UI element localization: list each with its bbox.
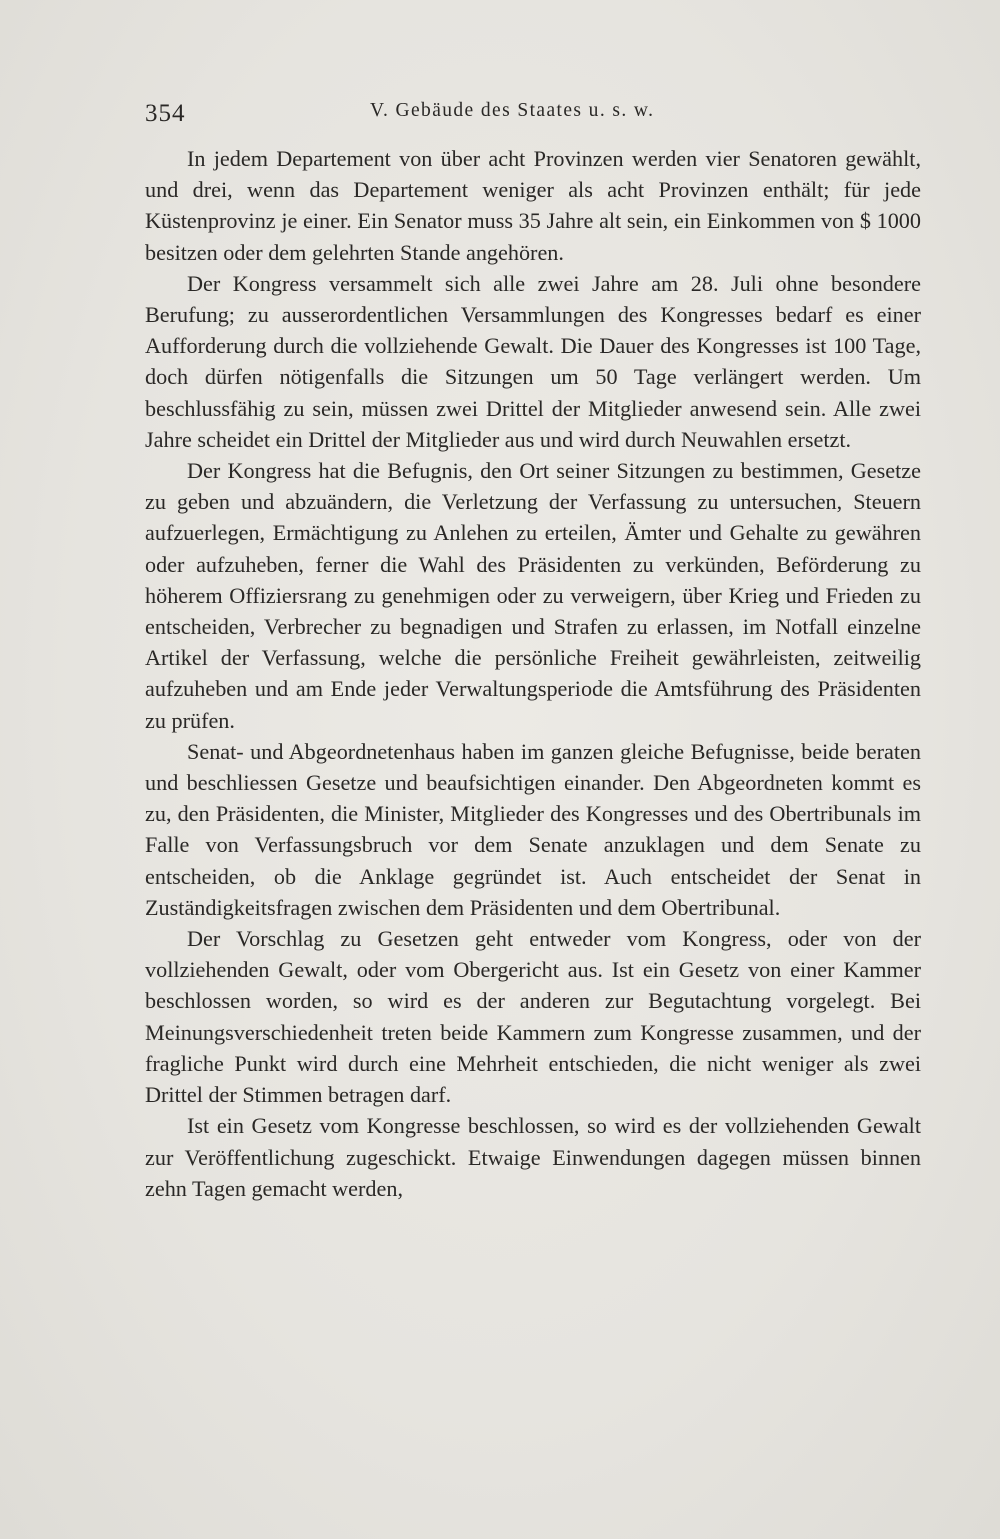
paragraph: In jedem Departement von über acht Provinzen werden vier Senatoren gewählt, und drei, wenn das Departement weniger als acht Provinzen enthält; für jede Küstenprovinz je einer. Ein Senator muss 35 Jahre alt sein, ein Einkommen von $ 1000 besitzen oder dem gelehrten Stande angehören. (145, 146, 921, 265)
page-header (145, 96, 920, 136)
paragraph: Ist ein Gesetz vom Kongresse beschlossen, so wird es der vollziehenden Gewalt zur Veröffentlichung zugeschickt. Etwaige Einwendungen dagegen müssen binnen zehn Tagen gemacht werden, (145, 1113, 921, 1201)
paragraph: Der Vorschlag zu Gesetzen geht entweder vom Kongress, oder von der vollziehenden Gewalt, oder vom Obergericht aus. Ist ein Gesetz von einer Kammer beschlossen worden, so wird es der anderen zur Begutachtung vorgelegt. Bei Meinungsverschiedenheit treten beide Kammern zum Kongresse zusammen, und der fragliche Punkt wird durch eine Mehrheit entschieden, die nicht weniger als zwei Drittel der Stimmen betragen darf. (145, 926, 921, 1108)
paragraph: Der Kongress versammelt sich alle zwei Jahre am 28. Juli ohne besondere Berufung; zu ausserordentlichen Versammlungen des Kongresses bedarf es einer Aufforderung durch die vollziehende Gewalt. Die Dauer des Kongresses ist 100 Tage, doch dürfen nötigenfalls die Sitzungen um 50 Tage verlängert werden. Um beschlussfähig zu sein, müssen zwei Drittel der Mitglieder anwesend sein. Alle zwei Jahre scheidet ein Drittel der Mitglieder aus und wird durch Neuwahlen ersetzt. (145, 270, 921, 452)
paragraph: Senat- und Abgeordnetenhaus haben im ganzen gleiche Befugnisse, beide beraten und beschliessen Gesetze und beaufsichtigen einander. Den Abgeordneten kommt es zu, den Präsidenten, die Minister, Mitglieder des Kongresses und des Obertribunals im Falle von Verfassungsbruch vor dem Senate anzuklagen und dem Senate zu entscheiden, ob die Anklage gegründet ist. Auch entscheidet der Senat in Zuständigkeitsfragen zwischen dem Präsidenten und dem Obertribunal. (145, 738, 921, 920)
page-number: 354 (145, 100, 186, 127)
paragraph: Der Kongress hat die Befugnis, den Ort seiner Sitzungen zu bestimmen, Gesetze zu geben und abzuändern, die Verletzung der Verfassung zu untersuchen, Steuern aufzuerlegen, Ermächtigung zu Anlehen zu erteilen, Ämter und Gehalte zu gewähren oder aufzuheben, ferner die Wahl des Präsidenten zu verkünden, Beförderung zu höherem Offiziersrang zu genehmigen oder zu verweigern, über Krieg und Frieden zu entscheiden, Verbrecher zu begnadigen und Strafen zu erlassen, im Notfall einzelne Artikel der Verfassung, welche die persönliche Freiheit gewährleisten, zeitweilig aufzuheben und am Ende jeder Verwaltungsperiode die Amtsführung des Präsidenten zu prüfen. (145, 458, 921, 733)
running-head: V. Gebäude des Staates u. s. w. (370, 100, 655, 121)
body-text (145, 143, 921, 1204)
